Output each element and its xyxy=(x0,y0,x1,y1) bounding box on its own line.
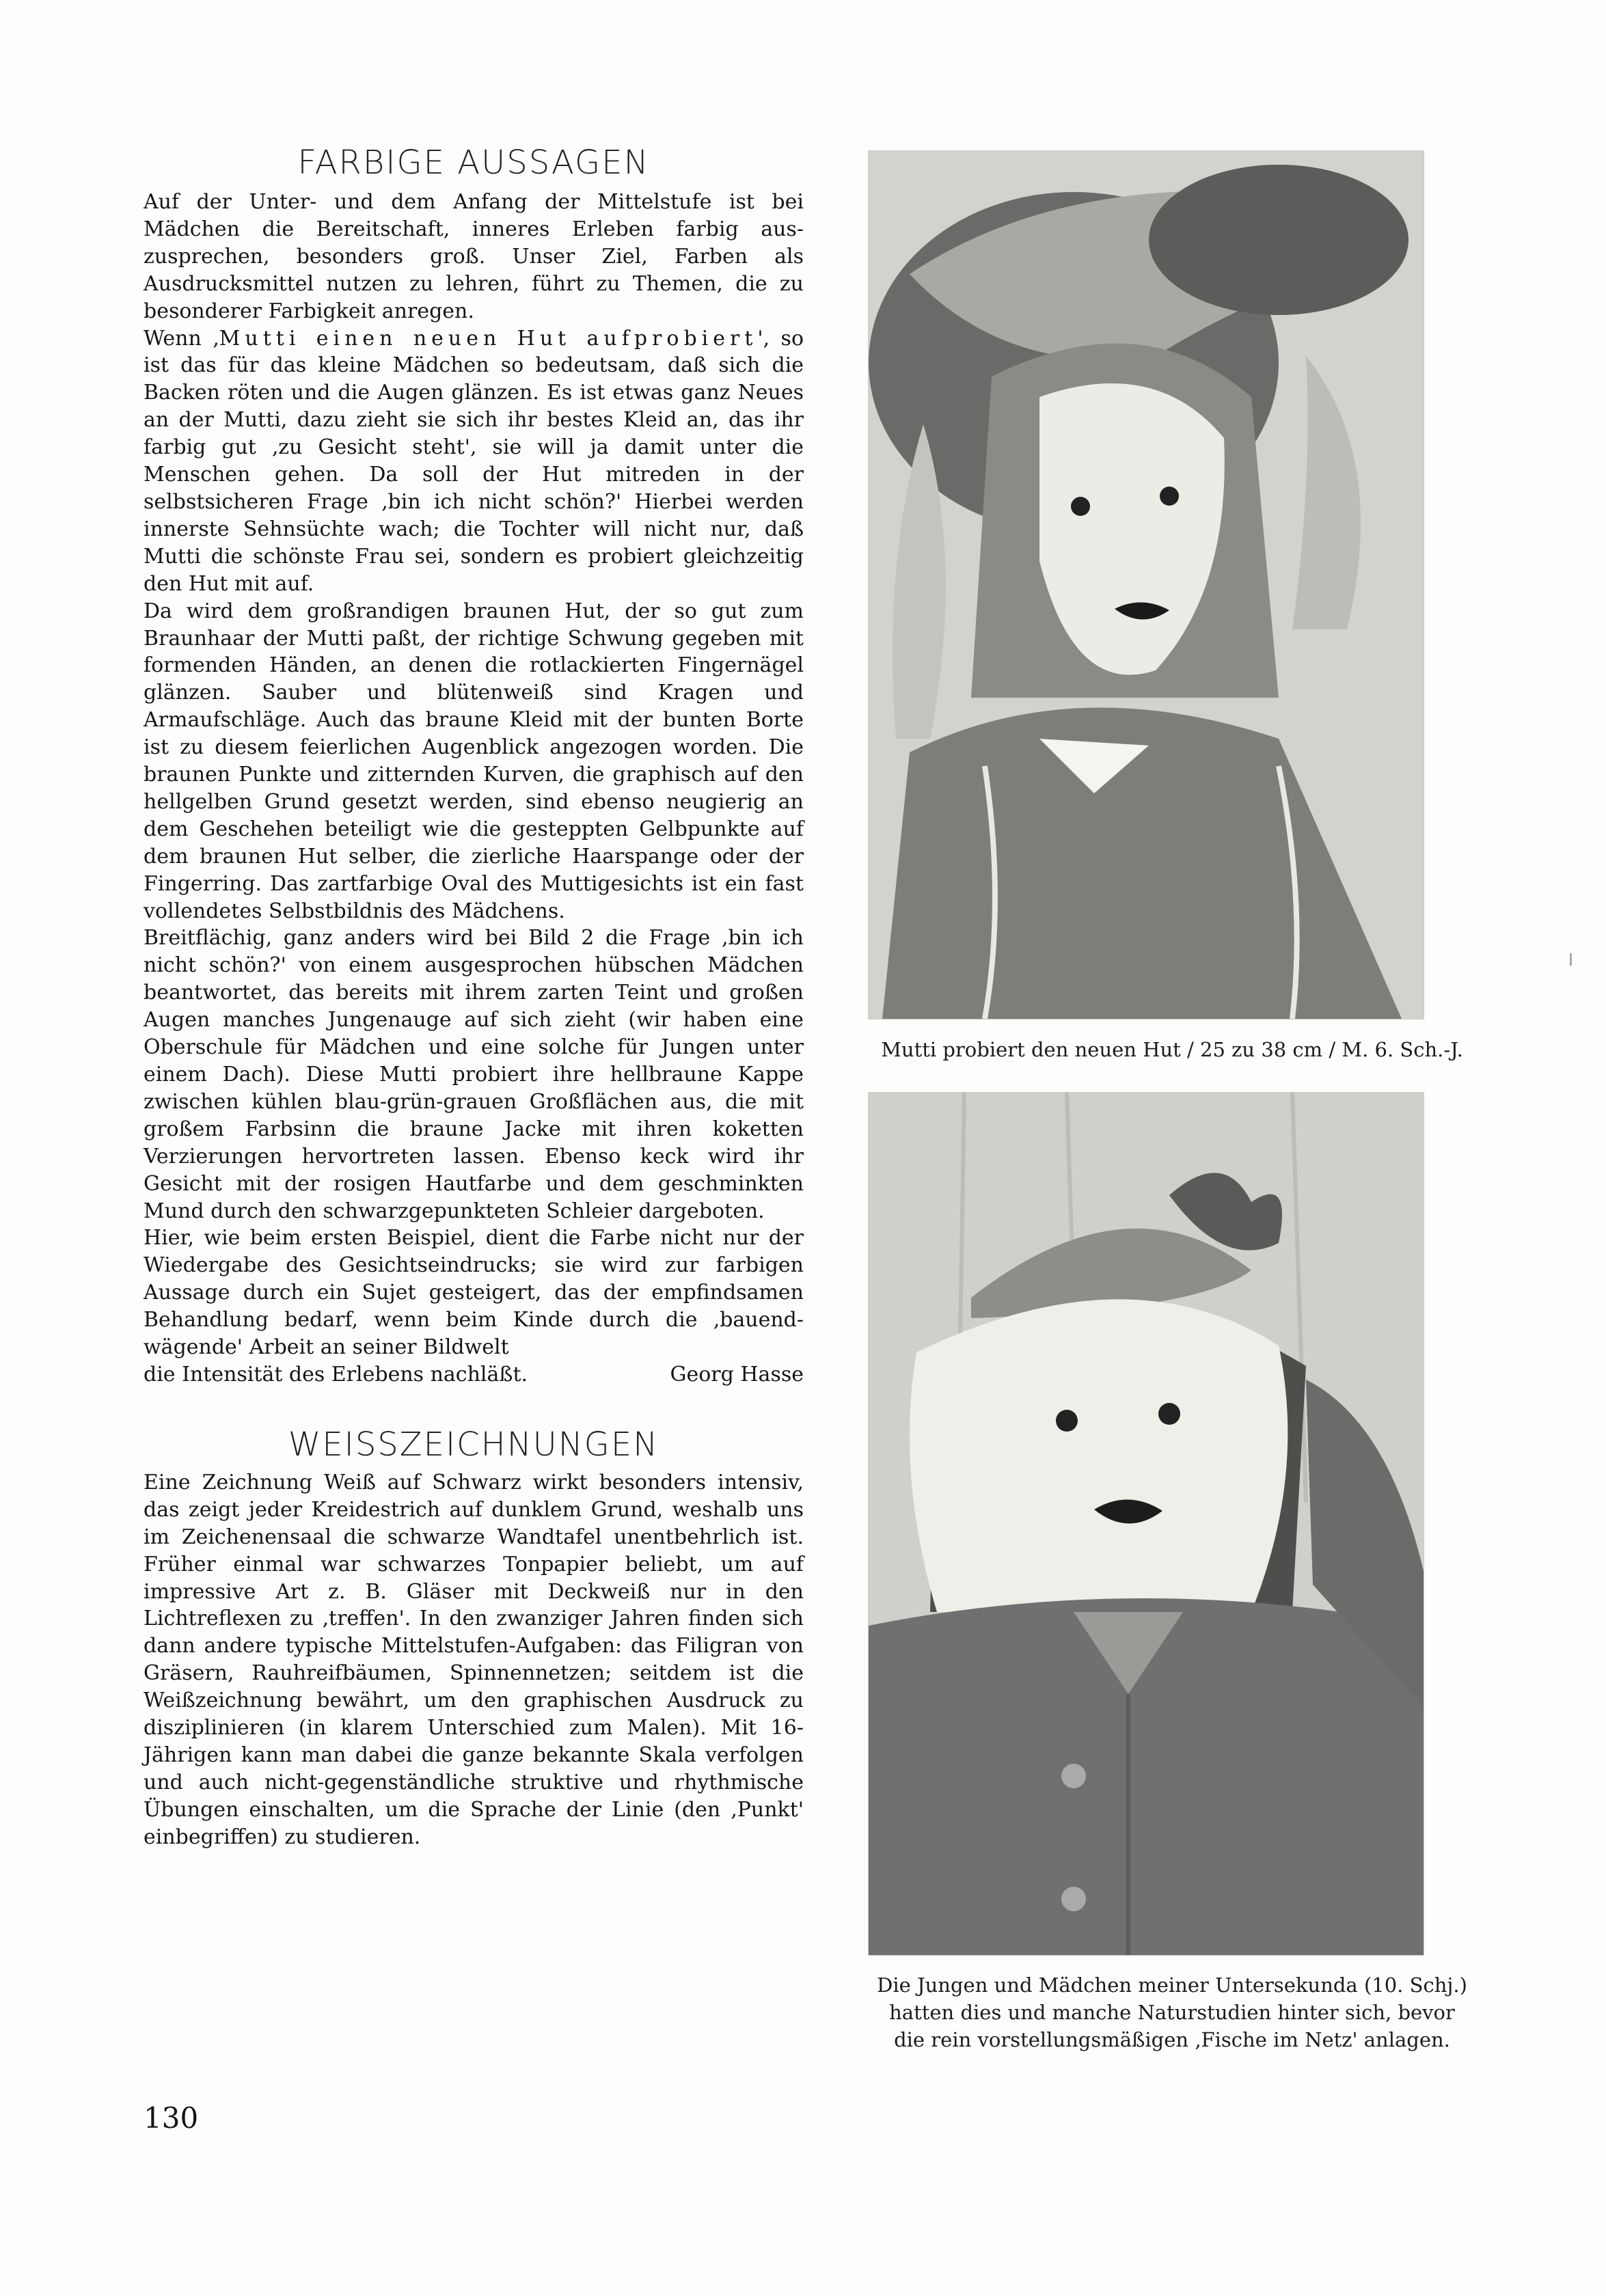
text-run: ', so ist das für das kleine Mädchen so bedeutsam, daß sich die Backen röten und die Augen glänzen. Es ist etwas ganz Neues an der Mutti, dazu zieht sie sich ihr bestes Kleid an, das ihr farbig gut ‚zu Gesicht steht', sie will ja damit unter die Menschen gehen. Da soll der Hut mitreden in der selbstsicheren Frage ‚bin ich nicht schön?' Hierbei werden innerste Sehnsüchte wach; die Tochter will nicht nur, daß Mutti die schönste Frau sei, sondern es probiert gleichzeitig den Hut mit auf. xyxy=(144,326,804,596)
spaced-title-phrase: Mutti einen neuen Hut aufprobiert xyxy=(219,326,758,351)
page-number: 130 xyxy=(144,2101,199,2135)
section-title-farbige-aussagen: FARBIGE AUSSAGEN xyxy=(297,144,650,182)
paragraph: Hier, wie beim ersten Beispiel, dient die Farbe nicht nur der Wiedergabe des Gesichtseindrucks; sie wird zur farbigen Aussage durch ein Sujet gesteigert, das der empfindsamen Behandlung bedarf, wenn beim Kinde durch die ‚bauend-wägende' Arbeit an seiner Bildwelt xyxy=(144,1226,804,1360)
signature-line xyxy=(144,1361,804,1389)
figure-caption-line: Die Jungen und Mädchen meiner Untersekunda (10. Schj.) xyxy=(877,1973,1467,1997)
painting-illustration xyxy=(869,1093,1424,1955)
painting-illustration xyxy=(869,151,1424,1019)
section-title-weisszeichnungen: WEISSZEICHNUNGEN xyxy=(288,1425,659,1464)
painting-schleier xyxy=(868,1092,1424,1956)
painting-mutti-hut xyxy=(868,150,1424,1020)
paragraph: Auf der Unter- und dem Anfang der Mittelstufe ist bei Mädchen die Bereitschaft, inneres Erleben farbig auszusprechen, besonders groß. Unser Ziel, Farben als Ausdrucksmittel nutzen zu lehren, führt zu Themen, die zu besonderer Farbigkeit anregen. xyxy=(144,190,804,323)
paragraph: Breitflächig, ganz anders wird bei Bild 2 die Frage ‚bin ich nicht schön?' von einem ausgesprochen hübschen Mädchen beantwortet, das bereits mit ihrem zarten Teint und großen Augen manches Jungenauge auf sich zieht (wir haben eine Oberschule für Mädchen und eine solche für Jungen unter einem Dach). Diese Mutti probiert ihre hellbraune Kappe zwischen kühlen blau-grün-grauen Großflächen aus, die mit großem Farbsinn die braune Jacke mit ihren koketten Verzierungen hervortreten lassen. Ebenso keck wird ihr Gesicht mit der rosigen Hautfarbe und dem geschminkten Mund durch den schwarzgepunkteten Schleier dargeboten. xyxy=(144,926,804,1223)
figure-caption-line: die rein vorstellungsmäßigen ‚Fische im Netz' anlagen. xyxy=(894,2028,1450,2051)
article-column xyxy=(144,137,804,1851)
text-run: Wenn ‚ xyxy=(144,326,219,351)
margin-mark xyxy=(1570,953,1572,966)
paragraph xyxy=(144,325,804,598)
paragraph: Da wird dem großrandigen braunen Hut, der so gut zum Braunhaar der Mutti paßt, der richtige Schwung gegeben mit formenden Händen, an denen die rotlackierten Fingernägel glänzen. Sauber und blütenweiß sind Kragen und Armaufschläge. Auch das braune Kleid mit der bunten Borte ist zu diesem feierlichen Augenblick angezogen worden. Die braunen Punkte und zitternden Kurven, die graphisch auf den hellgelben Grund gesetzt werden, sind ebenso neugierig an dem Geschehen beteiligt wie die gesteppten Gelbpunkte auf dem braunen Hut selber, die zierliche Haarspange oder der Fingerring. Das zartfarbige Oval des Muttigesichts ist ein fast vollendetes Selbstbildnis des Mädchens. xyxy=(144,599,804,923)
figure-caption-line: hatten dies und manche Naturstudien hinter sich, bevor xyxy=(889,2001,1455,2024)
author-name: Georg Hasse xyxy=(670,1362,804,1386)
paragraph: Eine Zeichnung Weiß auf Schwarz wirkt besonders intensiv, das zeigt jeder Kreidestrich auf dunklem Grund, weshalb uns im Zeichenensaal die schwarze Wandtafel unentbehrlich ist. Früher einmal war schwarzes Tonpapier beliebt, um auf impressive Art z. B. Gläser mit Deckweiß nur in den Lichtreflexen zu ‚treffen'. In den zwanziger Jahren finden sich dann andere typische Mittelstufen-Aufgaben: das Filigran von Gräsern, Rauhreifbäumen, Spinnennetzen; seitdem ist die Weißzeichnung bewährt, um den graphischen Ausdruck zu disziplinieren (in klarem Unterschied zum Malen). Mit 16-Jährigen kann man dabei die ganze bekannte Skala verfolgen und auch nicht-gegenständliche struktive und rhythmische Übungen einschalten, um die Sprache der Linie (den ‚Punkt' einbegriffen) zu studieren. xyxy=(144,1470,804,1849)
paragraph-end: die Intensität des Erlebens nachläßt. xyxy=(144,1362,528,1386)
figure-caption: Mutti probiert den neuen Hut / 25 zu 38 cm / M. 6. Sch.-J. xyxy=(881,1038,1463,1061)
